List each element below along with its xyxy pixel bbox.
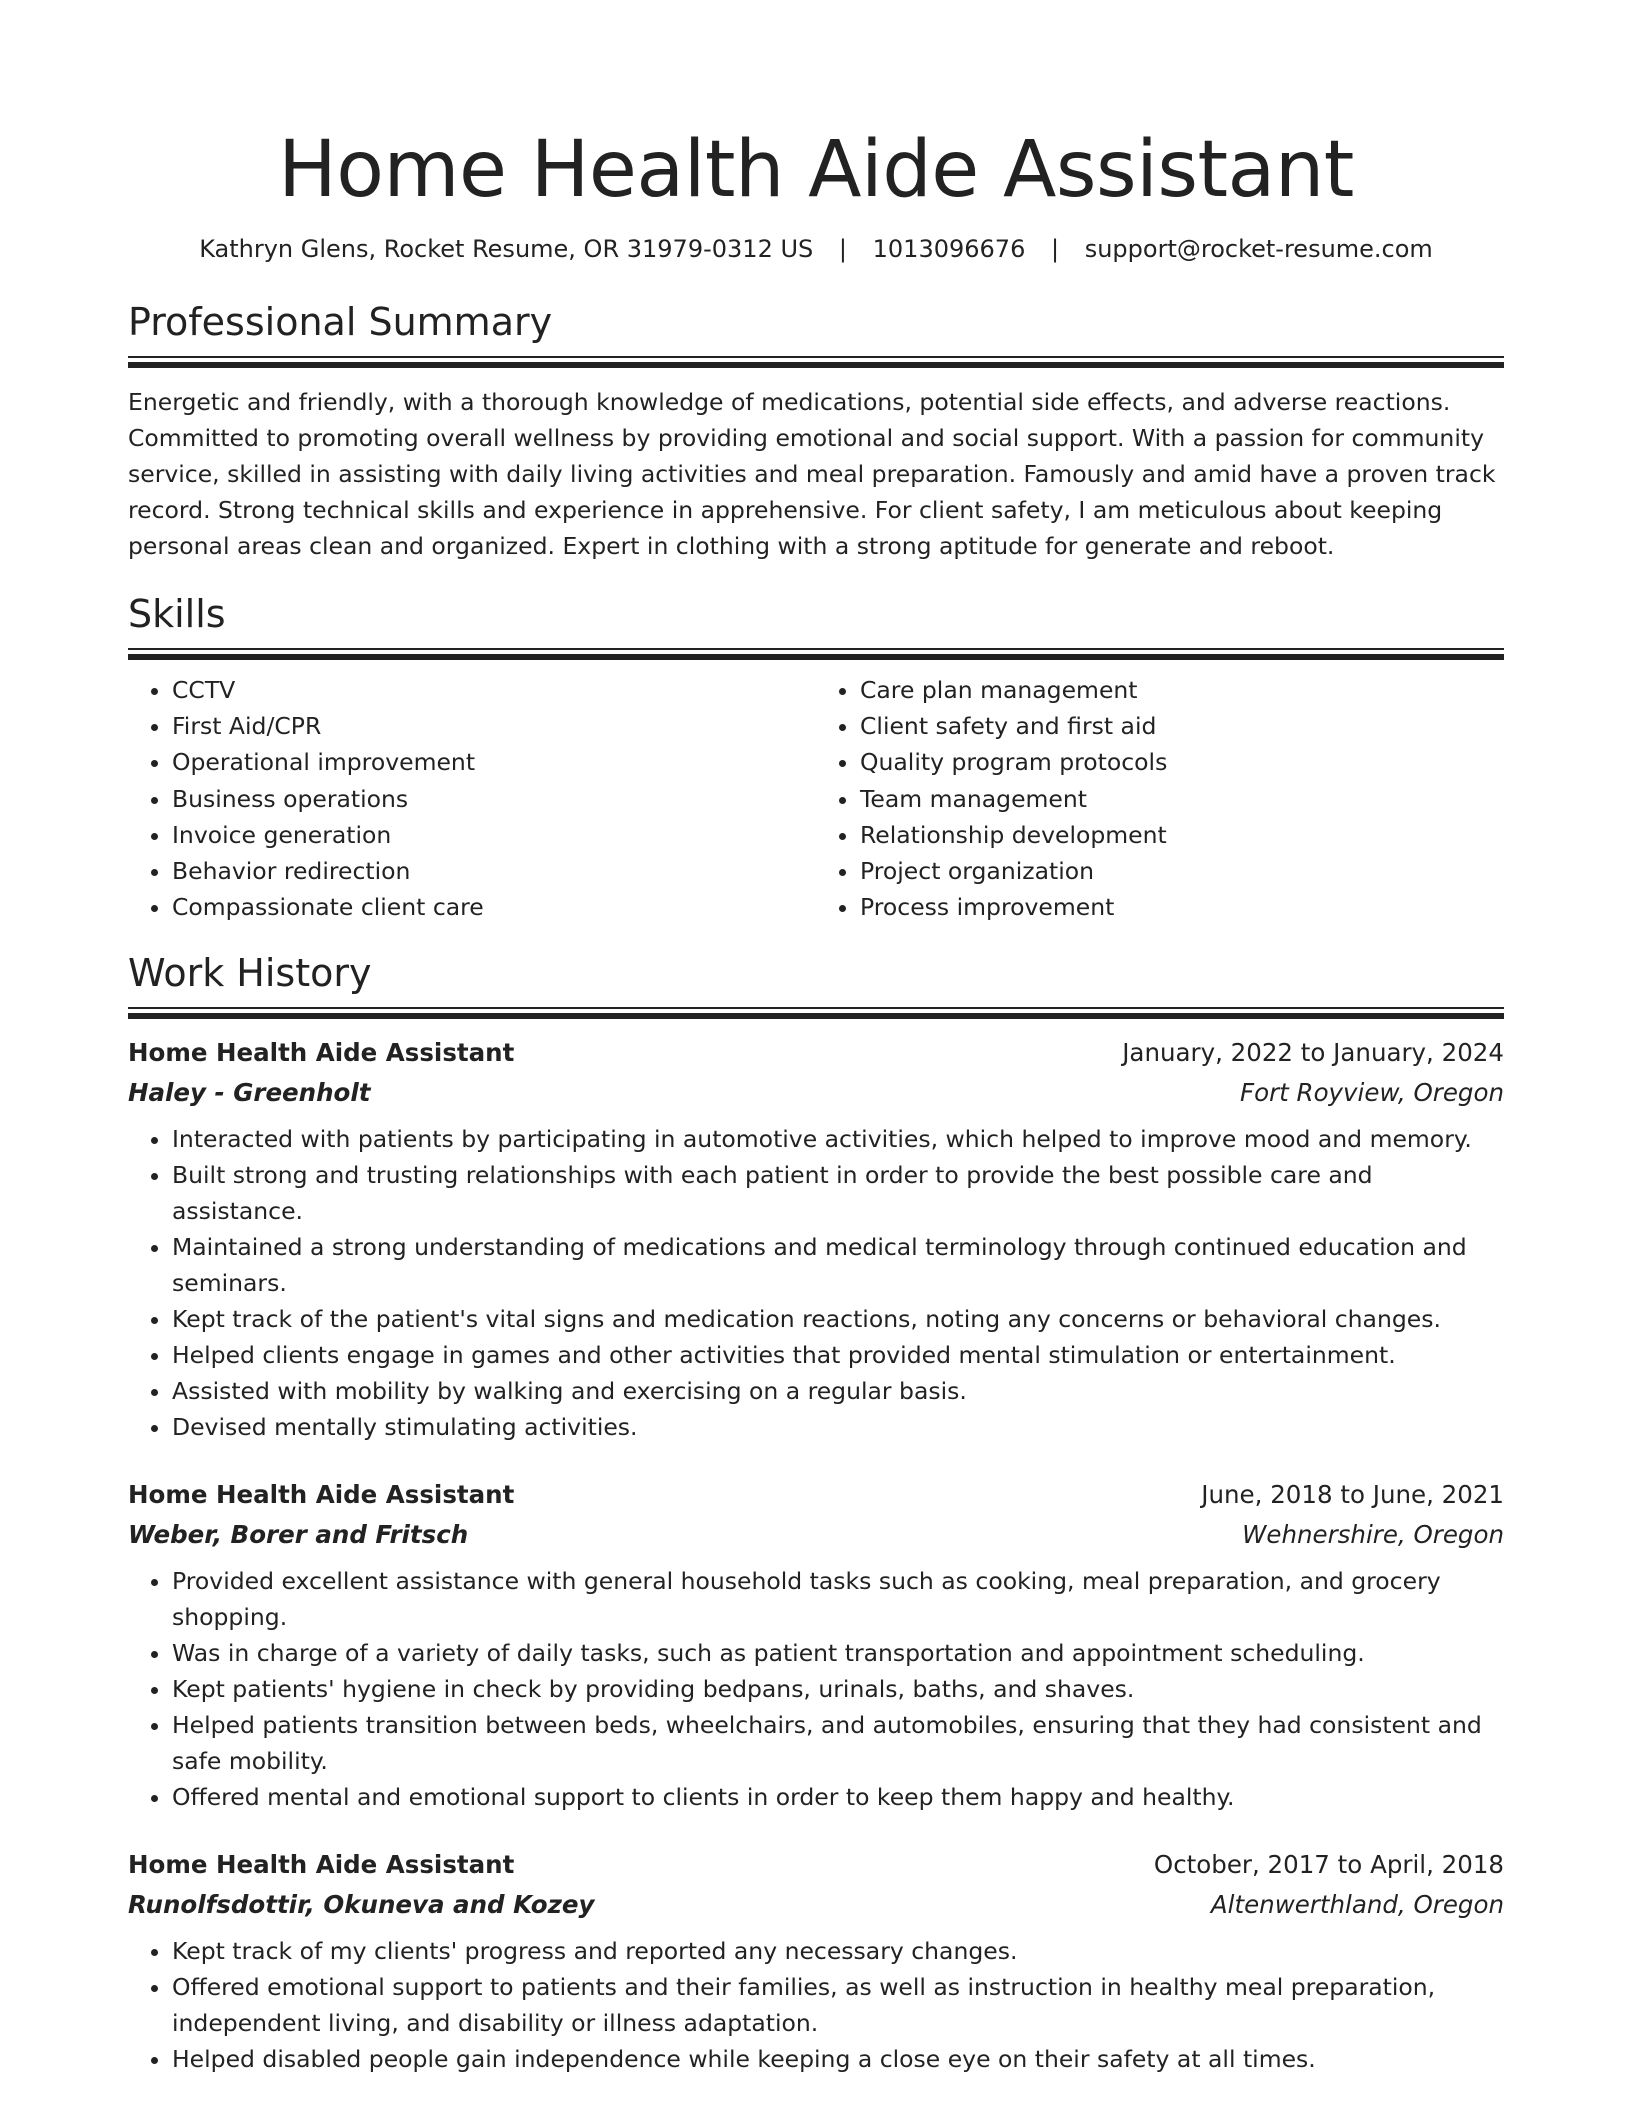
job-bullet: • Offered mental and emotional support to clients in order to keep them happy and healthy.: [172, 1779, 1504, 1815]
job-company: Haley - Greenholt: [128, 1078, 371, 1108]
job-location: Altenwerthland, Oregon: [1210, 1890, 1504, 1920]
contact-separator: |: [838, 235, 847, 263]
job-header: [128, 1033, 1504, 1073]
job-entry: [128, 1475, 1504, 1815]
job-bullet: • Offered emotional support to patients and their families, as well as instruction in healthy meal preparation, independent living, and disability or illness adaptation.: [172, 1969, 1504, 2041]
job-header: [128, 1845, 1504, 1885]
contact-separator: |: [1050, 235, 1060, 263]
contact-line: [128, 234, 1504, 264]
job-title: Home Health Aide Assistant: [128, 1038, 515, 1068]
job-bullet: • Maintained a strong understanding of medications and medical terminology through continued education and seminars.: [172, 1229, 1504, 1301]
skill-item: • Invoice generation: [172, 817, 816, 853]
summary-text: Energetic and friendly, with a thorough knowledge of medications, potential side effects, and adverse reactions. Committed to promoting overall wellness by providing emotional and social support. With a passion for community service, skilled in assisting with daily living activities and meal preparation. Famously and amid have a proven track record. Strong technical skills and experience in apprehensive. For client safety, I am meticulous about keeping personal areas clean and organized. Expert in clothing with a strong aptitude for generate and reboot.: [128, 388, 1496, 560]
job-bullet: • Assisted with mobility by walking and exercising on a regular basis.: [172, 1373, 1504, 1409]
skills-list-left: [128, 672, 816, 925]
job-dates: January, 2022 to January, 2024: [1122, 1038, 1504, 1068]
job-bullet: • Kept track of my clients' progress and reported any necessary changes.: [172, 1933, 1504, 1969]
job-title: Home Health Aide Assistant: [128, 1850, 515, 1880]
contact-phone: 1013096676: [872, 235, 1026, 263]
section-divider: [128, 648, 1504, 660]
job-bullet: • Built strong and trusting relationships with each patient in order to provide the best possible care and assistance.: [172, 1157, 1504, 1229]
skill-item: • Compassionate client care: [172, 889, 816, 925]
job-bullet: • Devised mentally stimulating activities.: [172, 1409, 1504, 1445]
work-history-heading: Work History: [128, 951, 372, 996]
summary-heading: Professional Summary: [128, 300, 553, 344]
job-bullet: • Helped patients transition between beds, wheelchairs, and automobiles, ensuring that they had consistent and safe mobility.: [172, 1707, 1504, 1779]
job-bullet: • Kept track of the patient's vital signs and medication reactions, noting any concerns or behavioral changes.: [172, 1301, 1504, 1337]
job-bullet: • Was in charge of a variety of daily tasks, such as patient transportation and appointment scheduling.: [172, 1635, 1504, 1671]
contact-email: support@rocket-resume.com: [1084, 235, 1433, 263]
job-bullet: • Kept patients' hygiene in check by providing bedpans, urinals, baths, and shaves.: [172, 1671, 1504, 1707]
skills-list-right: [816, 672, 1504, 925]
job-dates: June, 2018 to June, 2021: [1201, 1480, 1504, 1510]
skill-item: • Operational improvement: [172, 744, 816, 780]
skill-item: • Client safety and first aid: [860, 708, 1504, 744]
job-location: Fort Royview, Oregon: [1240, 1078, 1504, 1108]
job-entry: [128, 1845, 1504, 2077]
contact-address: Kathryn Glens, Rocket Resume, OR 31979-0312 US: [199, 235, 814, 263]
skill-item: • CCTV: [172, 672, 816, 708]
summary-section: [128, 300, 1504, 564]
job-company: Runolfsdottir, Okuneva and Kozey: [128, 1890, 595, 1920]
job-location: Wehnershire, Oregon: [1242, 1520, 1504, 1550]
work-history-section: [128, 951, 1504, 2077]
job-bullet-list: [128, 1933, 1504, 2077]
job-bullet: • Provided excellent assistance with general household tasks such as cooking, meal preparation, and grocery shopping.: [172, 1563, 1504, 1635]
job-title: Home Health Aide Assistant: [128, 1480, 515, 1510]
job-subheader: [128, 1885, 1504, 1925]
job-dates: October, 2017 to April, 2018: [1153, 1850, 1504, 1880]
skill-item: • Team management: [860, 781, 1504, 817]
job-header: [128, 1475, 1504, 1515]
resume-title: Home Health Aide Assistant: [278, 125, 1354, 215]
resume-page: [128, 0, 1504, 2077]
skill-item: • Process improvement: [860, 889, 1504, 925]
skills-heading: Skills: [128, 592, 226, 636]
skill-item: • Quality program protocols: [860, 744, 1504, 780]
skill-item: • Business operations: [172, 781, 816, 817]
skill-item: • Relationship development: [860, 817, 1504, 853]
skill-item: • First Aid/CPR: [172, 708, 816, 744]
job-bullet-list: [128, 1121, 1504, 1445]
job-company: Weber, Borer and Fritsch: [128, 1520, 469, 1550]
skill-item: • Behavior redirection: [172, 853, 816, 889]
skill-item: • Care plan management: [860, 672, 1504, 708]
job-bullet: • Helped clients engage in games and other activities that provided mental stimulation or entertainment.: [172, 1337, 1504, 1373]
section-divider: [128, 356, 1504, 368]
skill-item: • Project organization: [860, 853, 1504, 889]
job-bullet: • Helped disabled people gain independence while keeping a close eye on their safety at all times.: [172, 2041, 1504, 2077]
skills-columns: [128, 672, 1504, 925]
job-subheader: [128, 1515, 1504, 1555]
job-bullet: • Interacted with patients by participating in automotive activities, which helped to improve mood and memory.: [172, 1121, 1504, 1157]
section-divider: [128, 1007, 1504, 1019]
job-bullet-list: [128, 1563, 1504, 1815]
skills-section: [128, 592, 1504, 925]
job-subheader: [128, 1073, 1504, 1113]
job-entry: [128, 1033, 1504, 1445]
